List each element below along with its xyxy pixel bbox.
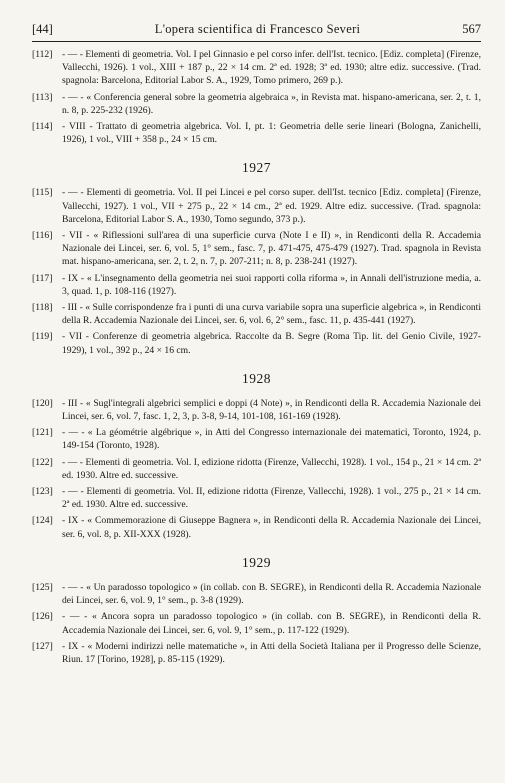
running-header [32,22,481,42]
entry-number: [117] [32,272,53,284]
entry-number: [123] [32,486,53,498]
bibliography-entry [32,120,481,146]
entry-text: - IX - « L'insegnamento della geometria nei suoi rapporti colla riforma », in Annali dell'istruzione media, a. 3, quad. 1, p. 108-116 (1927). [62,272,481,297]
entry-text: - — - « Un paradosso topologico » (in collab. con B. SEGRE), in Rendiconti della R. Accademia Nazionale dei Lincei, ser. 6, vol. 9, 1° sem., p. 3-8 (1929). [62,581,481,607]
entry-number: [114] [32,121,53,133]
entry-text: - IX - « Moderni indirizzi nelle matematiche », in Atti della Società Italiana per il Progresso delle Scienze, Riun. 17 [Torino, 1928], p. 85-115 (1929). [62,640,481,665]
bibliography-entry [32,640,481,666]
entry-number: [122] [32,456,53,468]
entry-number: [120] [32,397,53,409]
bibliography-entry [32,48,481,88]
bibliography-entry [32,186,481,226]
entry-text: - — - « Ancora sopra un paradosso topologico » (in collab. con B. SEGRE), in Rendiconti della R. Accademia Nazionale dei Lincei, ser. 6, vol. 9, 1° sem., p. 117-122 (1929). [62,611,481,636]
entry-number: [113] [32,91,53,103]
entry-number: [126] [32,611,53,623]
entry-number: [127] [32,640,53,652]
entry-number: [125] [32,581,53,593]
running-title: L'opera scientifica di Francesco Severi [154,22,361,36]
bibliography-entry [32,301,481,327]
year-heading: 1927 [242,160,271,176]
year-heading: 1929 [242,554,271,570]
bibliography-entry [32,272,481,298]
entry-text: - VII - Conferenze di geometria algebrica. Raccolte da B. Segre (Roma Tip. lit. del Genio Civile, 1927-1929), 1 vol., 392 p., 24 × 16 cm. [62,331,481,356]
entry-number: [116] [32,230,53,242]
entry-text: - — - « La géométrie algébrique », in Atti del Congresso internazionale dei matematici, Toronto, 1924, p. 149-154 (Toronto, 1928). [62,427,481,452]
entry-number: [115] [32,187,53,199]
entry-text: - IX - « Commemorazione di Giuseppe Bagnera », in Rendiconti della R. Accademia Nazionale dei Lincei, ser. 6, vol. 8, p. XII-XXX (1928). [62,515,481,540]
bibliography-entry [32,610,481,636]
bibliography-entry [32,426,481,452]
bibliography-entry [32,229,481,269]
bibliography-entry [32,330,481,356]
entry-text: - — - « Conferencia general sobre la geometria algebraica », in Revista mat. hispano-americana, ser. 2, t. 1, n. 8, p. 225-232 (1926). [62,91,481,116]
year-section [32,48,481,146]
entry-text: - — - Elementi di geometria. Vol. I, edizione ridotta (Firenze, Vallecchi, 1928). 1 vol., 154 p., 21 × 14 cm. 2ª ed. 1930. Altre ed. successive. [62,456,481,481]
entry-text: - III - « Sugl'integrali algebrici semplici e doppi (4 Note) », in Rendiconti della R. Accademia Nazionale dei Lincei, ser. 6, vol. 7, fasc. 1, 2, 3, p. 3-8, 9-14, 101-108, 161-169 (1928). [62,397,481,423]
bibliography-body [32,48,481,666]
bibliography-entry [32,456,481,482]
bibliography-entry [32,581,481,607]
entry-number: [112] [32,49,53,60]
entry-text: - — - Elementi di geometria. Vol. II, edizione ridotta (Firenze, Vallecchi, 1928). 1 vol., 275 p., 21 × 14 cm. 2ª ed. 1930. Altre ed. successive. [62,486,481,511]
entry-number: [119] [32,331,53,343]
page-number: 567 [462,22,481,36]
entry-text: - VII - « Riflessioni sull'area di una superficie curva (Note I e II) », in Rendiconti della R. Accademia Nazionale dei Lincei, ser. 6, vol. 5, 1° sem., fasc. 7, p. 471-475, 475-479 (1927). Trad. spagnola in Revista mat. hispano-americana, ser. 2, t. 2, n. 7, p. 207-211; n. 8, p. 238-241 (1927). [62,230,481,268]
bibliography-entry [32,397,481,423]
page-ref-left: [44] [32,22,53,36]
year-section [32,371,481,541]
entry-number: [121] [32,427,53,439]
entry-number: [124] [32,515,53,527]
entry-number: [118] [32,302,53,314]
entry-text: - — - Elementi di geometria. Vol. II pei Lincei e pel corso super. dell'Ist. tecnico [Ediz. completa] (Firenze, Vallecchi, 1927). 1 vol., VII + 275 p., 22 × 14 cm., 2ª ed. 1929. Altre ediz. successive. (Trad. spagnola: Barcelona, Editorial Labor S. A., 1930, Tomo segundo, 373 p.). [62,187,481,225]
year-section [32,555,481,666]
bibliography-entry [32,91,481,117]
bibliography-entry [32,485,481,511]
entry-text: - III - « Sulle corrispondenze fra i punti di una curva variabile sopra una superficie algebrica », in Rendiconti della R. Accademia Nazionale dei Lincei, ser. 6, vol. 6, 2° sem., fasc. 11, p. 435-441 (1927). [62,302,481,327]
year-heading: 1928 [242,370,271,386]
entry-text: - VIII - Trattato di geometria algebrica. Vol. I, pt. 1: Geometria delle serie lineari (Bologna, Zanichelli, 1926), 1 vol., VIII + 358 p., 24 × 15 cm. [62,121,481,146]
bibliography-entry [32,514,481,540]
year-section [32,160,481,356]
entry-text: - — - Elementi di geometria. Vol. I pel Ginnasio e pel corso infer. dell'Ist. tecnico. [Ediz. completa] (Firenze, Vallecchi, 1926). 1 vol., XIII + 187 p., 22 × 14 cm. 2ª ed. 1928; 3ª ed. 1930; altre ediz. successive. (Trad. spagnola: Barcelona, Editorial Labor S. A., 1929, Tomo primero, 269 p.). [62,49,481,87]
